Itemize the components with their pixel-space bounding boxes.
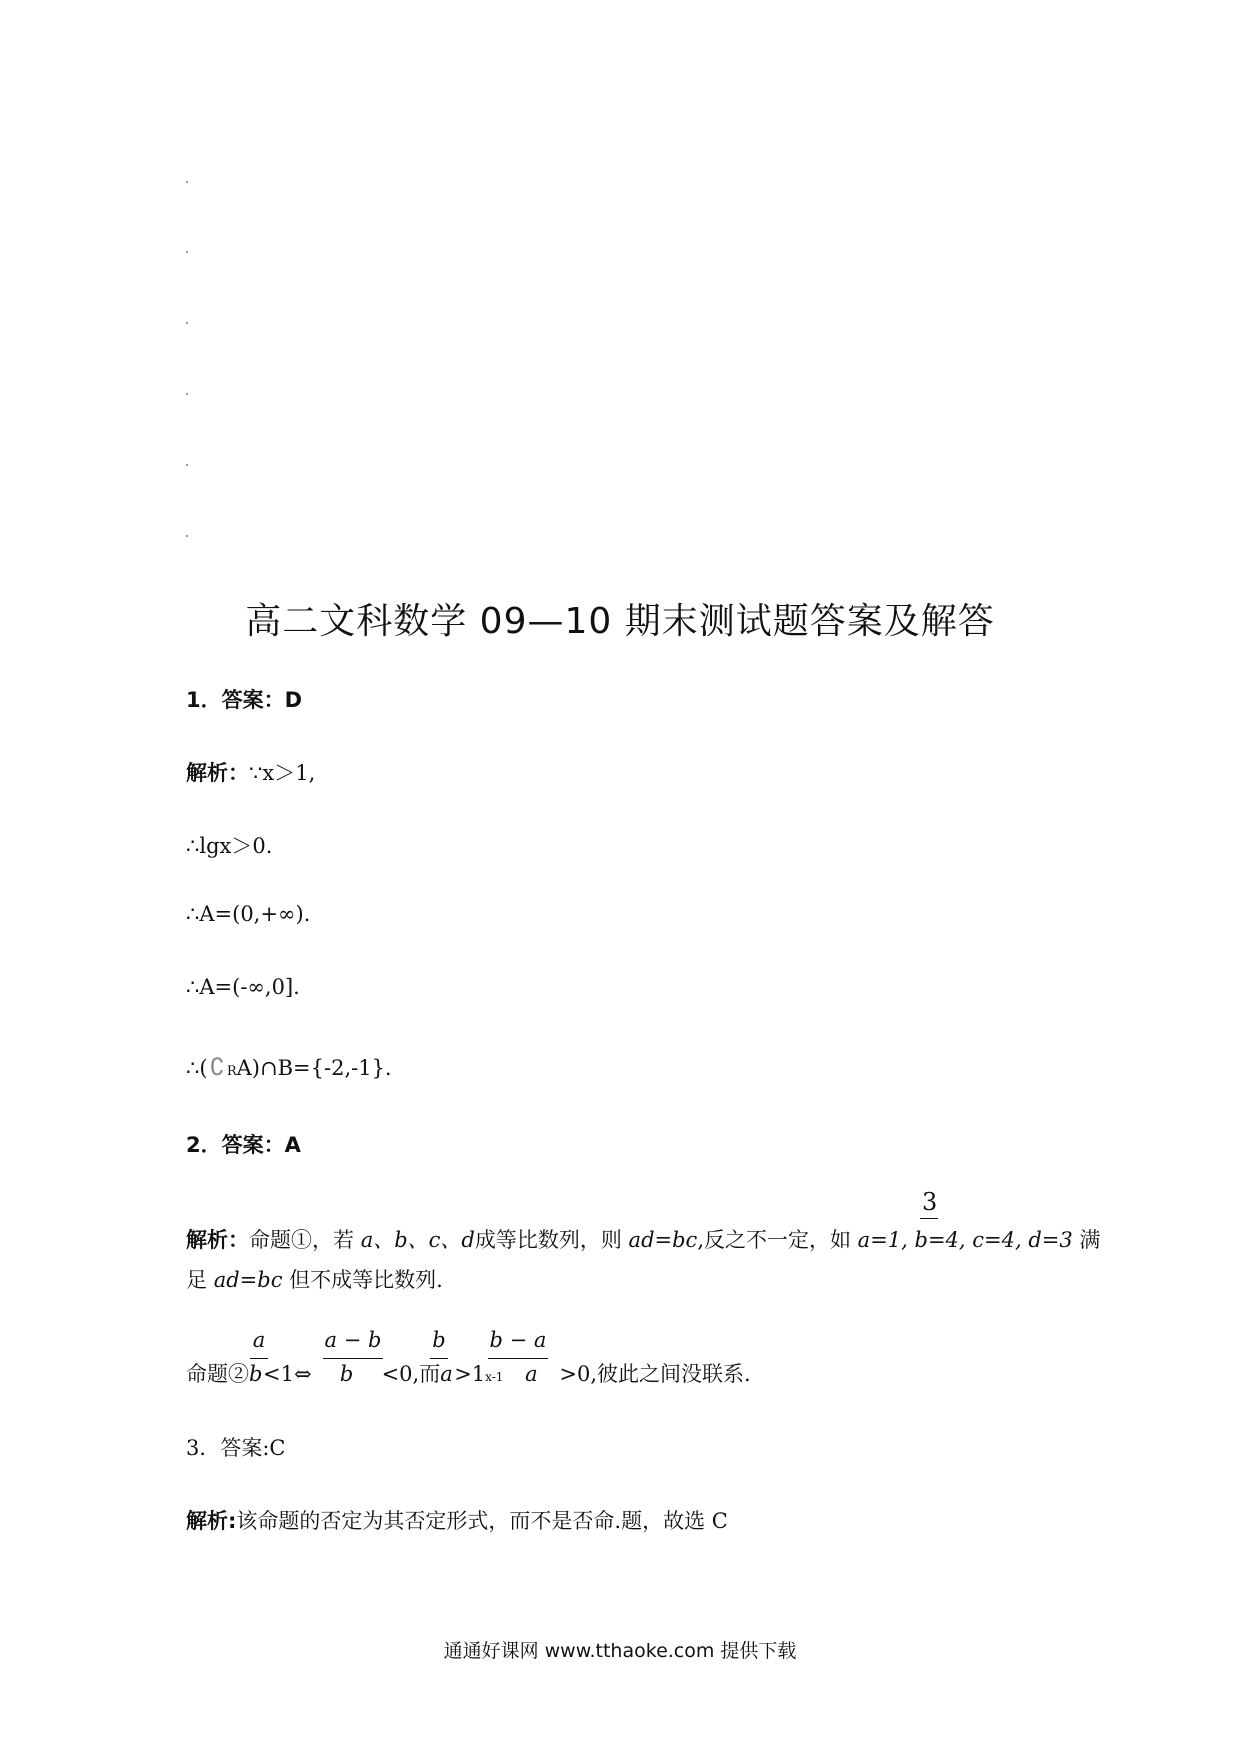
fraction-a-over-b: [250, 1328, 268, 1352]
q2-tiny-text: x-1: [485, 1370, 504, 1384]
q1-text-5-pre: ∴(: [186, 1056, 208, 1080]
q2-analysis-label: 解析：: [186, 1228, 249, 1252]
fraction-denominator: b: [249, 1362, 263, 1386]
q2-answer: 2．答案：A: [186, 1133, 301, 1157]
margin-dot: [186, 181, 188, 183]
fraction-denominator: a: [525, 1362, 538, 1386]
page-title: 高二文科数学 09—10 期末测试题答案及解答: [245, 601, 995, 642]
q2-text-e: a=1, b=: [857, 1228, 946, 1252]
fraction-a-minus-b: [323, 1328, 383, 1352]
q1-text-5-post: A)∩B={-2,-1}.: [236, 1056, 392, 1080]
q1-text-5-sub: R: [226, 1064, 237, 1079]
q2-text-a: 命题①，若: [249, 1228, 361, 1252]
q1-text-3: ∴A=(0,+∞).: [186, 902, 311, 926]
q2-text-2c: 但不成等比数列.: [282, 1268, 443, 1292]
q1-text-2: ∴lgx＞0.: [186, 834, 273, 858]
q3-text: 该命题的否定为其否定形式，而不是否命.题，故选 C: [236, 1509, 728, 1533]
fraction-numerator: a − b: [324, 1328, 382, 1352]
complement-icon: ∁: [209, 1053, 225, 1081]
q2-text-f: 4, c=4, d=3: [945, 1228, 1073, 1252]
q2-text-2a: 足: [186, 1268, 214, 1292]
q1-answer: 1．答案：D: [186, 688, 303, 712]
fraction-b-over-a: [430, 1328, 448, 1352]
q2-analysis-line2: [186, 1264, 443, 1294]
q2-frac-numerator-3: 3: [922, 1188, 938, 1216]
q1-text-1: ∵x＞1,: [249, 761, 316, 785]
q2-lt1: <1⇔: [263, 1362, 312, 1386]
fraction-numerator: a: [252, 1328, 266, 1352]
margin-dot: [186, 322, 188, 324]
q3-answer: 3．答案:C: [186, 1436, 286, 1460]
margin-dot: [186, 464, 188, 466]
q2-text-b: 成等比数列，则: [474, 1228, 629, 1252]
q2-analysis-line1: [186, 1224, 1100, 1254]
fraction-b-minus-a: [488, 1328, 548, 1352]
q2-text-g: 满: [1072, 1228, 1101, 1252]
q2-prop2-prefix: 命题②: [186, 1362, 249, 1386]
fraction-denominator: b: [339, 1362, 354, 1386]
margin-dot: [186, 535, 188, 537]
q2-text-c: ad=bc: [628, 1228, 698, 1252]
q1-analysis-label: 解析：: [186, 761, 249, 785]
q3-analysis-label: 解析:: [186, 1509, 237, 1533]
q2-frac-bar: [920, 1218, 938, 1219]
margin-dot: [186, 393, 188, 395]
q2-lt0: <0,而: [381, 1362, 441, 1386]
q2-prop2-line: [186, 1358, 751, 1388]
q2-text-d: ,反之不一定，如: [697, 1228, 858, 1252]
q1-analysis-line1: [186, 757, 315, 787]
q2-text-vars: a、b、c、d: [360, 1228, 475, 1252]
q1-text-4: ∴A=(-∞,0].: [186, 975, 300, 999]
fraction-numerator: b − a: [489, 1328, 547, 1352]
fraction-denominator: a: [440, 1362, 453, 1386]
q2-text-2b: ad=bc: [213, 1268, 283, 1292]
q2-tail: >0,彼此之间没联系.: [559, 1362, 751, 1386]
page-footer: 通通好课网 www.tthaoke.com 提供下载: [443, 1640, 797, 1662]
q2-gt1: >1: [454, 1362, 486, 1386]
q1-text-5: [186, 1053, 392, 1081]
margin-dot: [186, 251, 188, 253]
fraction-numerator: b: [432, 1328, 446, 1352]
q3-analysis: [186, 1505, 728, 1535]
